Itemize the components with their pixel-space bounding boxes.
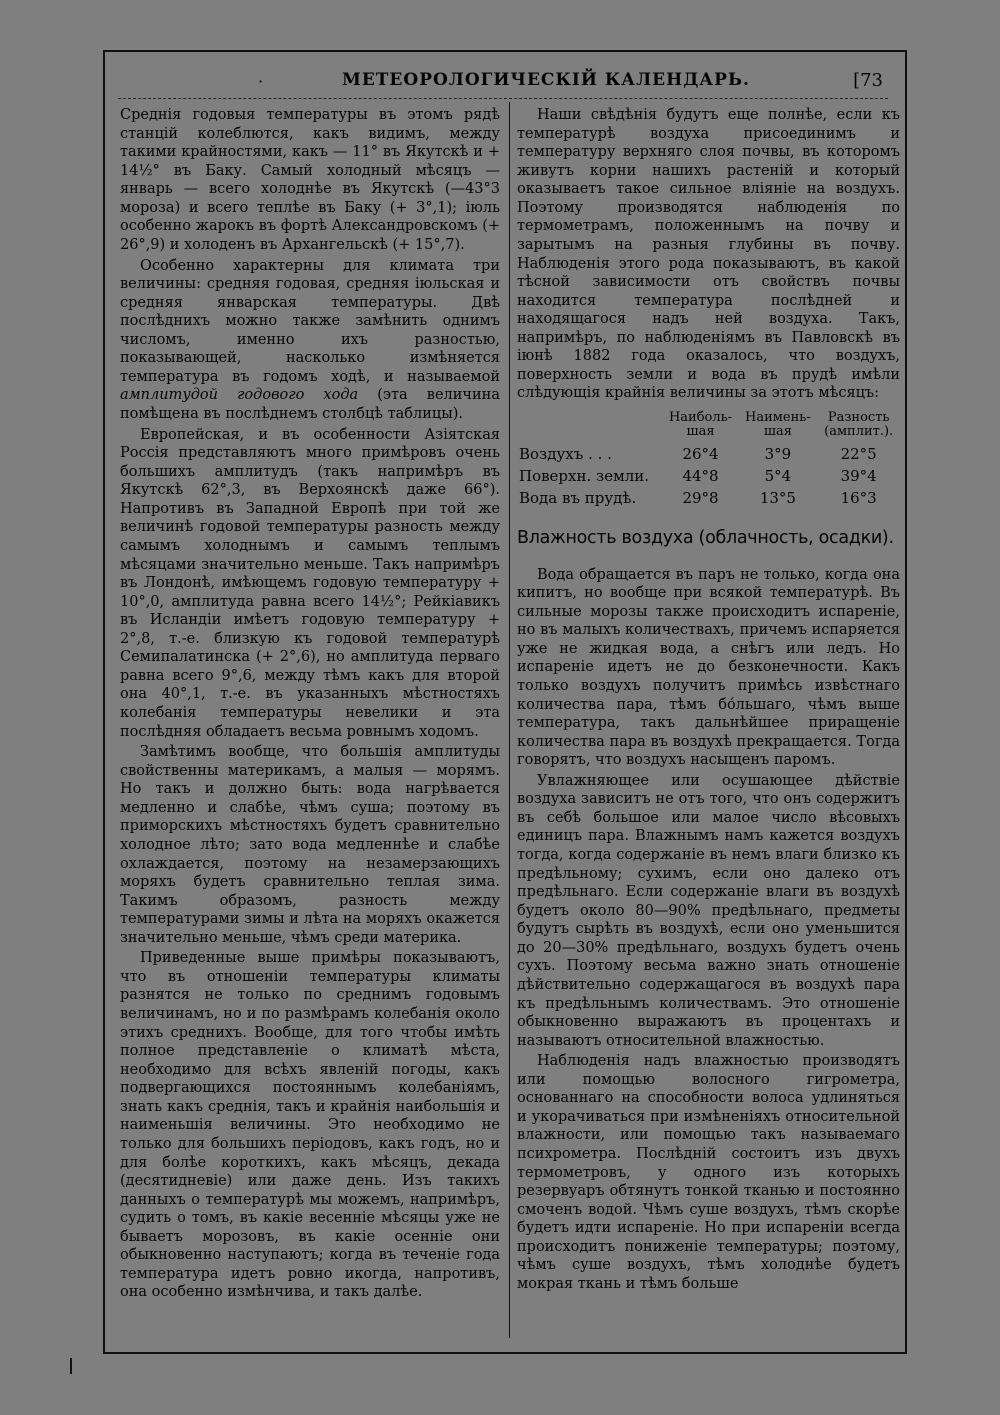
page-number: [73	[853, 70, 883, 91]
row-label: Вода въ прудѣ.	[519, 489, 637, 507]
table-row	[517, 465, 900, 487]
cell-diff: 22°5	[840, 445, 877, 463]
temperature-table	[517, 411, 900, 509]
paragraph-text: (эта величина помѣщена въ послѣднемъ столбцѣ таблицы).	[120, 387, 500, 422]
right-column	[517, 106, 900, 1294]
table-header-cell: Наиболь- шая	[668, 410, 733, 439]
paragraph: Увлажняющее или осушающее дѣйствіе воздуха зависитъ не отъ того, что онъ содержитъ въ себѣ большое или малое число вѣсовыхъ единицъ пара. Влажнымъ намъ кажется воздухъ тогда, когда содержаніе въ немъ влаги близко къ предѣльному; сухимъ, если оно далеко отъ предѣльнаго. Если содержаніе влаги въ воздухѣ будетъ около 80—90% предѣльнаго, предметы будутъ сырѣть въ воздухѣ, если оно уменьшится до 20—30% предѣльнаго, воздухъ будетъ очень сухъ. Поэтому весьма важно знать отношеніе дѣйствительно содержащагося въ воздухѣ пара къ предѣльнымъ количествамъ. Это отношеніе обыкновенно выражаютъ въ процентахъ и называютъ относительной влажностью.	[517, 772, 900, 1049]
paragraph: Вода обращается въ паръ не только, когда она кипитъ, но вообще при всякой температурѣ. Въ сильные морозы также происходитъ испареніе, но въ малыхъ количествахъ, причемъ испаряется уже не жидкая вода, а снѣгъ или ледъ. Но испареніе идетъ не до безконечности. Какъ только воздухъ получитъ примѣсь извѣстнаго количества пара, тѣмъ бо́льшаго, чѣмъ выше температура, такъ дальнѣйшее приращеніе количества пара въ воздухѣ прекращается. Тогда говорятъ, что воздухъ насыщенъ паромъ.	[517, 566, 900, 769]
cell-max: 44°8	[682, 467, 719, 485]
table-header-cell: Разность (амплит.).	[824, 410, 894, 439]
table-row	[517, 443, 900, 465]
row-label: Поверхн. земли.	[519, 467, 650, 485]
paragraph: Среднія годовыя температуры въ этомъ рядѣ станцій колеблются, какъ видимъ, между такими крайностями, какъ — 11° въ Якутскѣ и + 14½° въ Баку. Самый холодный мѣсяцъ — январь — всего холоднѣе въ Якутскѣ (—43°3 мороза) и всего теплѣе въ Баку (+ 3°,1); іюль особенно жарокъ въ фортѣ Александровскомъ (+ 26°,9) и холоденъ въ Архангельскѣ (+ 15°,7).	[120, 107, 500, 253]
column-rule	[509, 102, 510, 1338]
cell-diff: 39°4	[840, 467, 877, 485]
table-header-row	[517, 411, 900, 443]
table-row	[517, 487, 900, 509]
paragraph: Наблюденія надъ влажностью производятъ или помощью волосного гигрометра, основаннаго на способности волоса удлиняться и укорачиваться при измѣненіяхъ относительной влажности, или помощью такъ называемаго психрометра. Послѣдній состоитъ изъ двухъ термометровъ, у одного изъ которыхъ резервуаръ обтянутъ тонкой тканью и постоянно смоченъ водой. Чѣмъ суше воздухъ, тѣмъ скорѣе будетъ идти испареніе. Но при испареніи всегда происходитъ пониженіе температуры; поэтому, чѣмъ суше воздухъ, тѣмъ холоднѣе будетъ мокрая ткань и тѣмъ больше	[517, 1053, 900, 1292]
margin-mark	[70, 1358, 72, 1374]
emphasis-term: амплитудой годового хода	[120, 387, 359, 404]
running-title: МЕТЕОРОЛОГИЧЕСКІЙ КАЛЕНДАРЬ.	[342, 70, 750, 90]
table-header-cell	[517, 411, 663, 443]
paragraph: Замѣтимъ вообще, что большія амплитуды свойственны материкамъ, а малыя — морямъ. Но такъ и должно быть: вода нагрѣвается медленно и слабѣе, чѣмъ суша; поэтому въ приморскихъ мѣстностяхъ будетъ сравнительно холодное лѣто; зато вода медленнѣе и слабѣе охлаждается, поэтому на незамерзающихъ моряхъ будетъ сравнительно теплая зима. Такимъ образомъ, разность между температурами зимы и лѣта на моряхъ окажется значительно меньше, чѣмъ среди материка.	[120, 744, 500, 946]
left-column	[120, 106, 500, 1302]
header-dot: ·	[258, 72, 264, 91]
cell-min: 5°4	[764, 467, 792, 485]
header-rule	[118, 98, 888, 99]
paragraph: Наши свѣдѣнія будутъ еще полнѣе, если къ температурѣ воздуха присоединимъ и температуру верхняго слоя почвы, въ которомъ живутъ корни нашихъ растеній и который оказываетъ такое сильное вліяніе на воздухъ. Поэтому производятся наблюденія по термометрамъ, положеннымъ на почву и зарытымъ на разныя глубины въ почву. Наблюденія этого рода показываютъ, въ какой тѣсной зависимости отъ свойствъ почвы находится температура послѣдней и находящагося надъ ней воздуха. Такъ, напримѣръ, по наблюденіямъ въ Павловскѣ въ іюнѣ 1882 года оказалось, что воздухъ, поверхность земли и вода въ прудѣ имѣли слѣдующія крайнія величины за этотъ мѣсяцъ:	[517, 107, 900, 402]
paragraph: Приведенные выше примѣры показываютъ, что въ отношеніи температуры климаты разнятся не только по среднимъ годовымъ величинамъ, но и по размѣрамъ колебанія около этихъ среднихъ. Вообще, для того чтобы имѣть полное представленіе о климатѣ мѣста, необходимо для всѣхъ явленій погоды, какъ подвергающихся постояннымъ колебаніямъ, знать какъ среднія, такъ и крайнія наибольшія и наименьшія величины. Это необходимо не только для большихъ періодовъ, какъ годъ, но и для болѣе короткихъ, какъ мѣсяцъ, декада (десятидневіе) или даже день. Изъ такихъ данныхъ о температурѣ мы можемъ, напримѣръ, судить о томъ, въ какіе весенніе мѣсяцы уже не бываетъ морозовъ, въ какіе осенніе они обыкновенно наступаютъ; когда въ теченіе года температура идетъ ровно икогда, напротивъ, она особенно измѣнчива, и такъ далѣе.	[120, 950, 500, 1301]
cell-max: 29°8	[682, 489, 719, 507]
paragraph: Европейская, и въ особенности Азіятская Россія представляютъ много примѣровъ очень большихъ амплитудъ (такъ напримѣръ въ Якутскѣ 62°,3, въ Верхоянскѣ даже 66°). Напротивъ въ Западной Европѣ при той же величинѣ годовой температуры разность между самымъ холоднымъ и самымъ теплымъ мѣсяцами значительно меньше. Такъ напримѣръ въ Лондонѣ, имѣющемъ годовую температуру + 10°,0, амплитуда равна всего 14½°; Рейкіавикъ въ Исландіи имѣетъ годовую температуру + 2°,8, т.-е. близкую къ годовой температурѣ Семипалатинска (+ 2°,6), но амплитуда перваго равна всего 9°,6, между тѣмъ какъ для второй она 40°,1, т.-е. въ указанныхъ мѣстностяхъ колебанія температуры невелики и эта послѣдняя обладаетъ весьма ровнымъ ходомъ.	[120, 426, 500, 740]
paragraph	[120, 257, 500, 424]
cell-min: 13°5	[759, 489, 796, 507]
section-heading: Влажность воздуха (облачность, осадки).	[517, 528, 894, 548]
table-header-cell: Наимень- шая	[745, 410, 811, 439]
running-header	[118, 70, 883, 96]
row-label: Воздухъ . . .	[519, 445, 612, 463]
cell-min: 3°9	[764, 445, 792, 463]
paragraph-text: Особенно характерны для климата три величины: средняя годовая, средняя іюльская и средняя январская температуры. Двѣ послѣднихъ можно также замѣнить однимъ числомъ, именно ихъ разностью, показывающей, насколько измѣняется температура въ годомъ ходѣ, и называемой	[120, 257, 500, 385]
cell-max: 26°4	[682, 445, 719, 463]
cell-diff: 16°3	[840, 489, 877, 507]
